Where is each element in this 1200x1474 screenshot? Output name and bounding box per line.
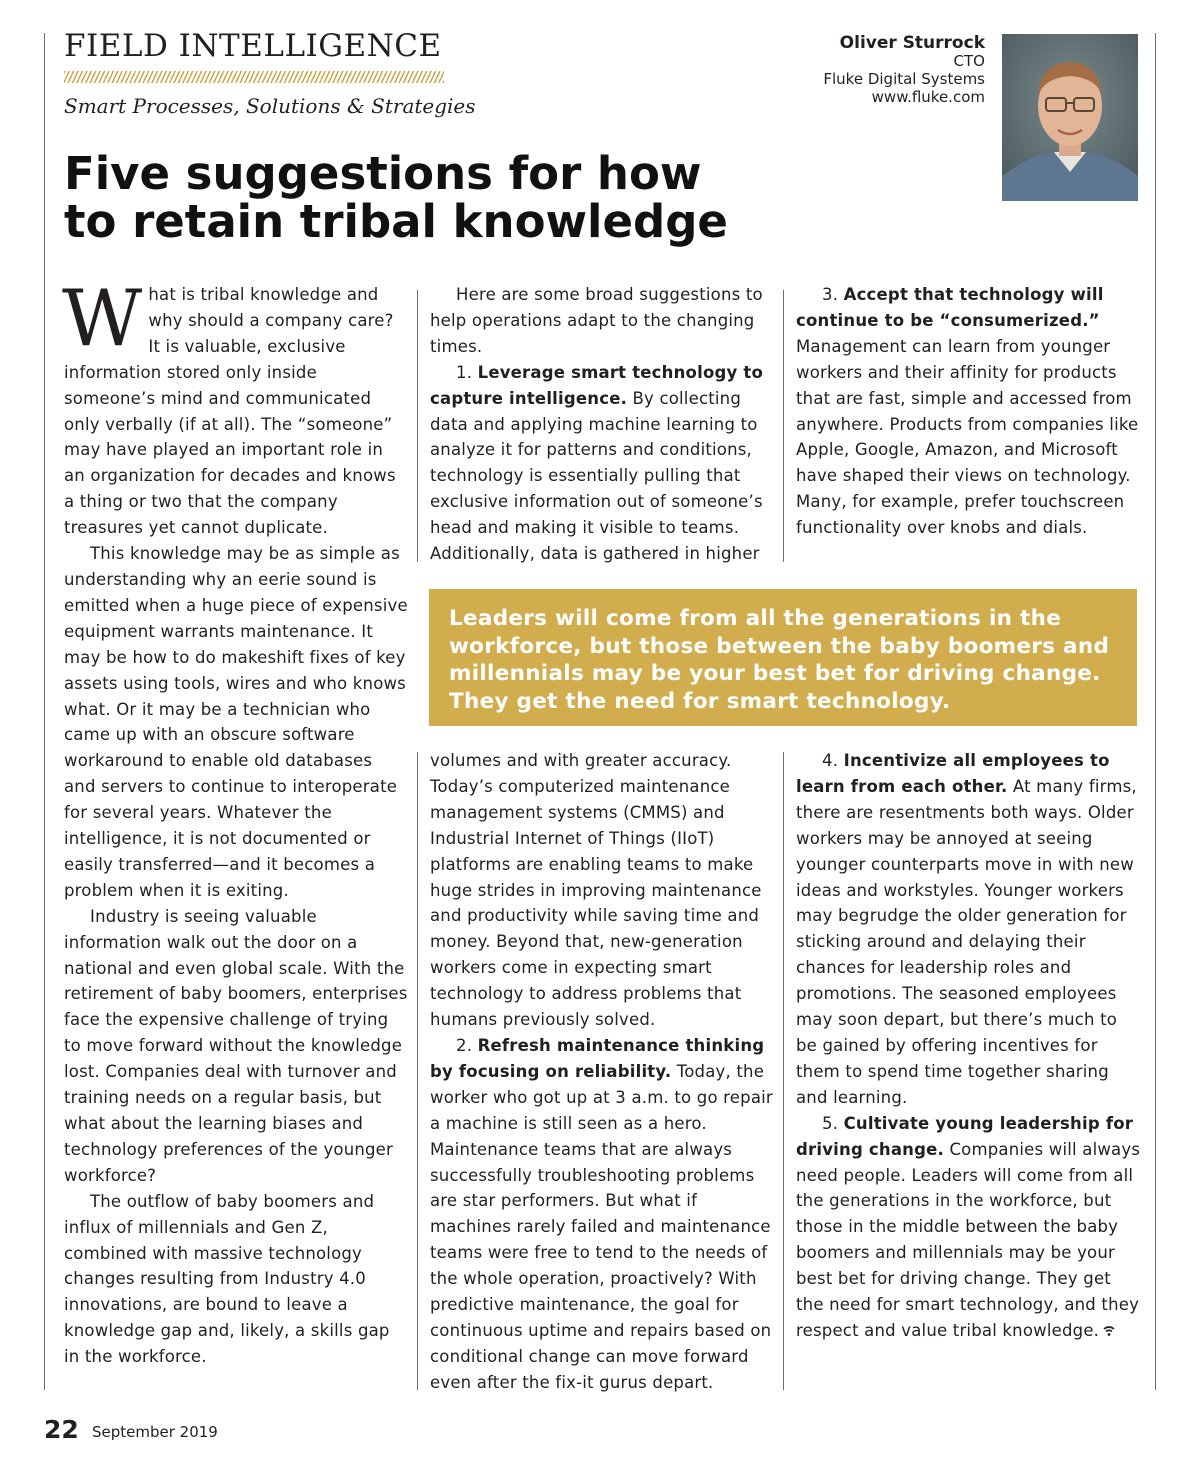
suggestion-1-heading: Leverage smart technology to capture intelligence. <box>430 362 764 408</box>
body-column-3-top <box>796 282 1141 541</box>
end-mark-icon <box>1103 1325 1115 1337</box>
body-paragraph: Here are some broad suggestions to help operations adapt to the changing times. <box>430 285 763 356</box>
suggestion-5-heading: Cultivate young leadership for driving change. <box>796 1113 1134 1159</box>
drop-cap: W <box>62 274 143 364</box>
body-paragraph: Industry is seeing valuable information walk out the door on a national and even global scale. With the retirement of baby boomers, enterprises face the expensive challenge of trying to move forward without the knowledge lost. Companies deal with turnover and training needs on a regular basis, but what about the learning biases and technology preferences of the younger workforce? <box>64 906 408 1185</box>
author-byline <box>823 34 985 106</box>
pull-quote-text: Leaders will come from all the generations in the workforce, but those between the baby boomers and millennials may be your best bet for driving change. They get the need for smart technology. <box>449 606 1110 714</box>
headline-line-2: to retain tribal knowledge <box>64 195 728 248</box>
intro-paragraph: What is tribal knowledge and why should a company care? It is valuable, exclusive information stored only inside someone’s mind and communicated only verbally (if at all). The “someone” may have played an important role in an organization for decades and knows a thing or two that the company treasures yet cannot duplicate. <box>62 274 396 538</box>
author-portrait-image <box>1002 34 1138 201</box>
author-name: Oliver Sturrock <box>839 33 985 53</box>
suggestion-2-heading: Refresh maintenance thinking by focusing on reliability. <box>430 1035 765 1081</box>
author-website[interactable]: www.fluke.com <box>871 88 985 106</box>
page-number: 22 <box>44 1415 79 1444</box>
department-tagline: Smart Processes, Solutions & Strategies <box>64 94 476 118</box>
column-rule-2-bottom <box>783 752 784 1390</box>
column-rule-2-top <box>783 290 784 562</box>
suggestion-5: 5. Cultivate young leadership for driving change. Companies will always need people. Leaders will come from all the generations in the workforce, but those in the middle between the baby boomers and millennials may be your best bet for driving change. They get the need for smart technology, and they respect and value tribal knowledge. <box>796 1113 1141 1340</box>
suggestion-2: 2. Refresh maintenance thinking by focusing on reliability. Today, the worker who got up at 3 a.m. to go repair a machine is still seen as a hero. Maintenance teams that are always successfully troubleshooting problems are star performers. But what if machines rarely failed and maintenance teams were free to tend to the needs of the whole operation, proactively? With predictive maintenance, the goal for continuous uptime and repairs based on conditional change can move forward even after the fix-it gurus depart. <box>430 1035 773 1392</box>
hatch-divider <box>64 71 444 83</box>
suggestion-4: 4. Incentivize all employees to learn from each other. At many firms, there are resentments both ways. Older workers may be annoyed at seeing younger counterparts move in with new ideas and workstyles. Younger workers may begrudge the older generation for sticking around and delaying their chances for leadership roles and promotions. The seasoned employees may soon depart, but there’s much to be gained by offering incentives for them to spend time together sharing and learning. <box>796 751 1137 1107</box>
body-column-2-top <box>430 282 775 567</box>
left-border-rule <box>44 33 45 1390</box>
suggestion-3: 3. Accept that technology will continue to be “consumerized.” Management can learn from younger workers and their affinity for products that are fast, simple and accessed from anywhere. Products from companies like Apple, Google, Amazon, and Microsoft have shaped their views on technology. Many, for example, prefer touchscreen functionality over knobs and dials. <box>796 285 1139 538</box>
column-rule-1-top <box>417 290 418 562</box>
issue-date: September 2019 <box>92 1423 218 1441</box>
body-paragraph-continued: volumes and with greater accuracy. Today’s computerized maintenance management systems (CMMS) and Industrial Internet of Things (IIoT) platforms are enabling teams to make huge strides in improving maintenance and productivity while saving time and money. Beyond that, new-generation workers come in expecting smart technology to address problems that humans previously solved. <box>430 751 762 1030</box>
pull-quote <box>429 589 1137 726</box>
author-title: CTO <box>953 52 985 70</box>
department-label: FIELD INTELLIGENCE <box>64 28 442 64</box>
body-paragraph: This knowledge may be as simple as understanding why an eerie sound is emitted when a huge piece of expensive equipment warrants maintenance. It may be how to do makeshift fixes of key assets using tools, wires and who knows what. Or it may be a technician who came up with an obscure software workaround to enable old databases and servers to continue to interoperate for several years. Whatever the intelligence, it is not documented or easily transferred—and it becomes a problem when it is exiting. <box>64 544 408 900</box>
column-rule-1-bottom <box>417 752 418 1390</box>
headline-line-1: Five suggestions for how <box>64 147 702 200</box>
right-border-rule <box>1155 33 1156 1390</box>
author-company: Fluke Digital Systems <box>823 70 985 88</box>
suggestion-1: 1. Leverage smart technology to capture intelligence. By collecting data and applying machine learning to analyze it for patterns and conditions, technology is essentially pulling that exclusive information out of someone’s head and making it visible to teams. Additionally, data is gathered in higher <box>430 362 764 564</box>
body-column-3-bottom <box>796 748 1141 1344</box>
body-column-1 <box>62 274 409 1370</box>
author-photo <box>1002 34 1138 201</box>
article-headline <box>64 147 728 248</box>
body-column-2-bottom <box>430 748 775 1396</box>
suggestion-4-heading: Incentivize all employees to learn from each other. <box>796 751 1110 796</box>
body-paragraph: The outflow of baby boomers and influx of millennials and Gen Z, combined with massive technology changes resulting from Industry 4.0 innovations, are bound to leave a knowledge gap and, likely, a skills gap in the workforce. <box>64 1191 390 1367</box>
suggestion-3-heading: Accept that technology will continue to be “consumerized.” <box>796 285 1104 330</box>
